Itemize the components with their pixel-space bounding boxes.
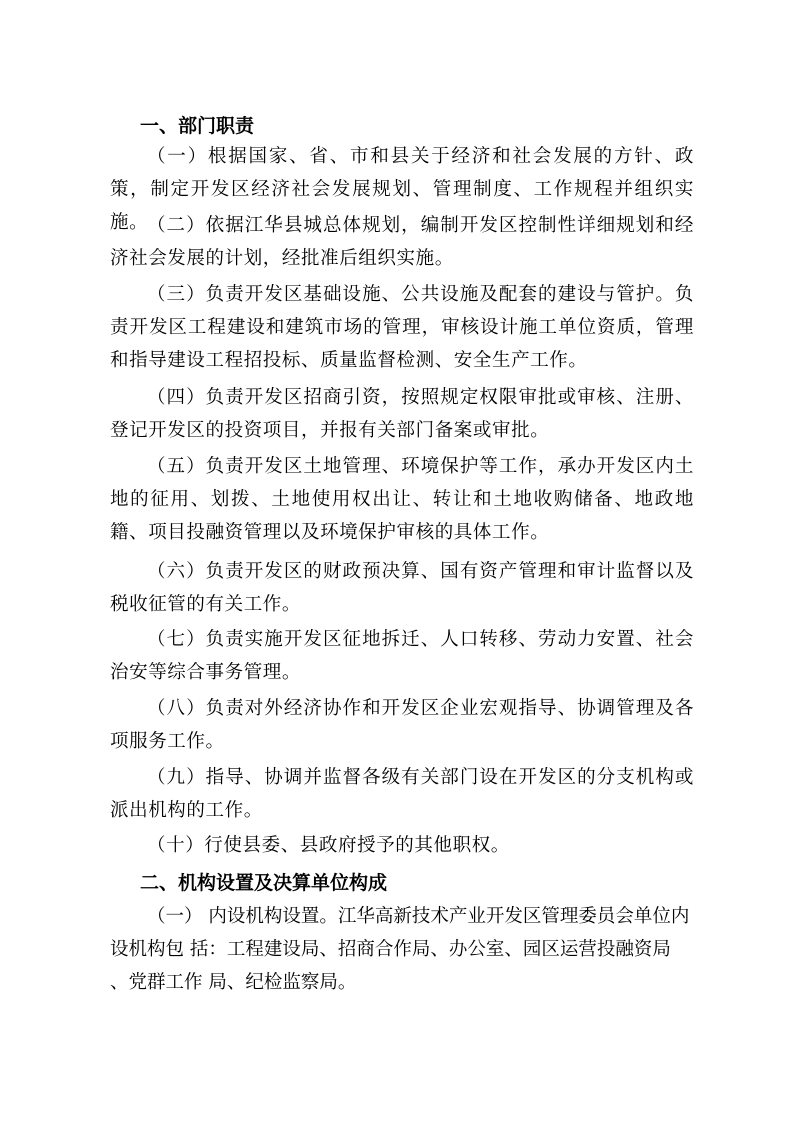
duty-item-8: （八）负责对外经济协作和开发区企业宏观指导、协调管理及各项服务工作。 — [110, 698, 694, 752]
duty-item-7: （七）负责实施开发区征地拆迁、人口转移、劳动力安置、社会治安等综合事务管理。 — [110, 629, 694, 683]
duty-item-2: （二）依据江华县城总体规划，编制开发区控制性详细规划和经济社会发展的计划，经批准后组织实施。 — [110, 215, 694, 269]
duty-item-5: （五）负责开发区土地管理、环境保护等工作，承办开发区内土地的征用、划拨、土地使用权出让、转让和土地收购储备、地政地籍、项目投融资管理以及环境保护审核的具体工作。 — [110, 456, 694, 543]
organization-line-1: （一） 内设机构设置。江华高新技术产业开发区管理委员会单位内 — [147, 906, 690, 927]
duty-item-9: （九）指导、协调并监督各级有关部门设在开发区的分支机构或派出机构的工作。 — [110, 767, 694, 821]
organization-line-2: 设机构包 括：工程建设局、招商合作局、办公室、园区运营投融资局 — [110, 939, 671, 960]
duty-item-6: （六）负责开发区的财政预决算、国有资产管理和审计监督以及税收征管的有关工作。 — [110, 561, 694, 615]
duty-item-1: （一）根据国家、省、市和县关于经济和社会发展的方针、政策，制定开发区经济社会发展规划、管理制度、工作规程并组织实施。 — [110, 146, 694, 233]
section-heading-duties: 一、部门职责 — [140, 115, 255, 137]
organization-line-3: 、党群工作 局、纪检监察局。 — [110, 972, 357, 993]
section-heading-organization: 二、机构设置及决算单位构成 — [140, 872, 388, 894]
duty-item-3: （三）负责开发区基础设施、公共设施及配套的建设与管护。负责开发区工程建设和建筑市场的管理，审核设计施工单位资质，管理和指导建设工程招投标、质量监督检测、安全生产工作。 — [110, 284, 694, 371]
duty-item-4: （四）负责开发区招商引资，按照规定权限审批或审核、注册、登记开发区的投资项目，并报有关部门备案或审批。 — [110, 387, 694, 441]
duty-item-10: （十）行使县委、县政府授予的其他职权。 — [147, 835, 510, 856]
